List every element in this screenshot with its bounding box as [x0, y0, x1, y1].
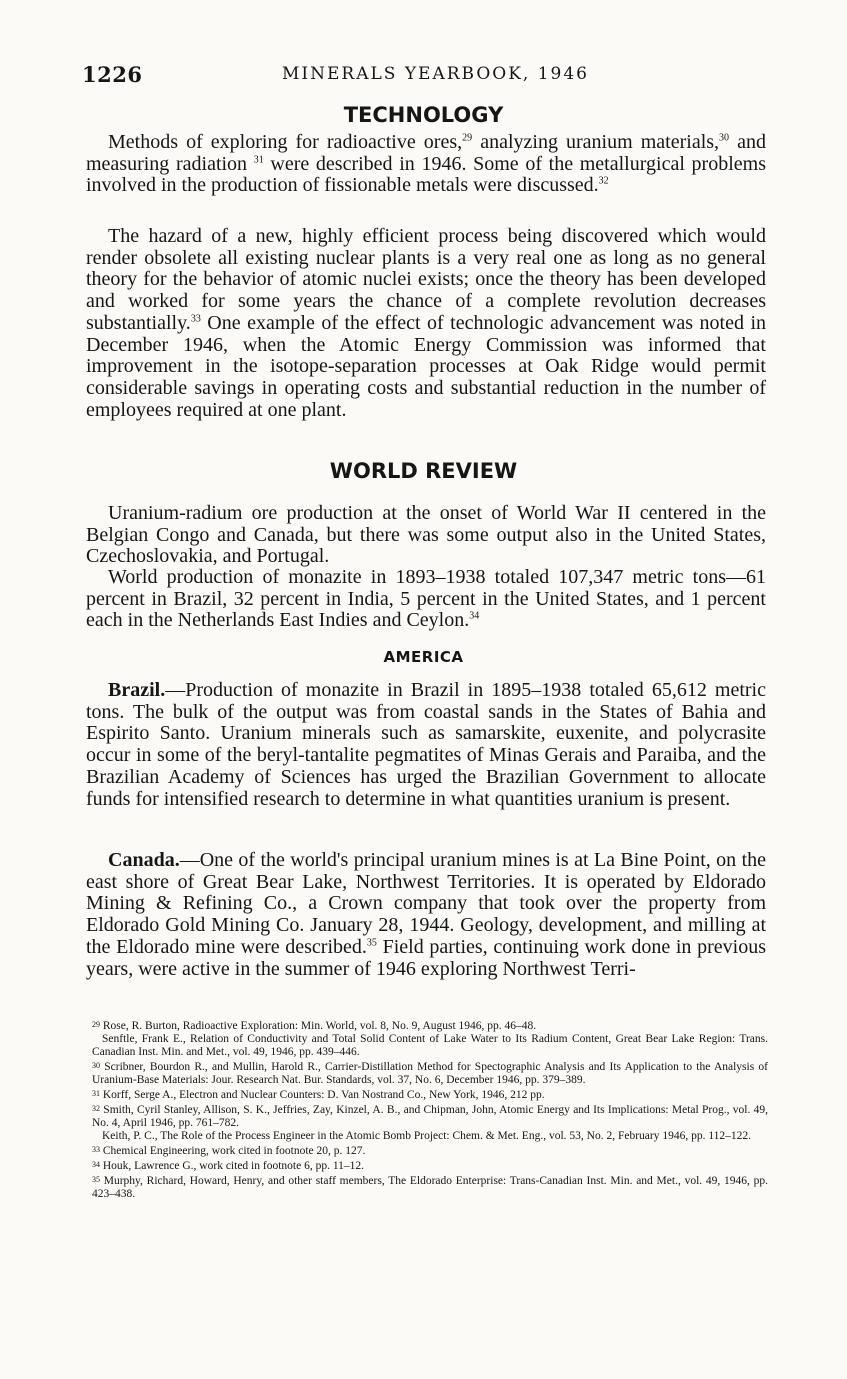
- footnote-ref: 31: [253, 154, 264, 166]
- footnote: Senftle, Frank E., Relation of Conductivity and Total Solid Content of Lake Water to Its Radium Content, Great Bear Lake Region: Trans. Canadian Inst. Min. and Met., vol. 49, 1946, pp. 439–446.: [92, 1033, 768, 1058]
- page-number: 1226: [82, 62, 143, 87]
- footnote-ref: 35: [366, 937, 377, 949]
- footnote: 33 Chemical Engineering, work cited in footnote 20, p. 127.: [92, 1145, 366, 1157]
- footnote: 29 Rose, R. Burton, Radioactive Exploration: Min. World, vol. 8, No. 9, August 1946, pp. 46–48.: [92, 1020, 537, 1032]
- paragraph-brazil: Brazil.—Production of monazite in Brazil in 1895–1938 totaled 65,612 metric tons. The bulk of the output was from coastal sands in the States of Bahia and Espirito Santo. Uranium minerals such as samarskite, euxenite, and polycrasite occur in some of the beryl-tantalite pegmatites of Minas Gerais and Paraiba, and the Brazilian Academy of Sciences has urged the Brazilian Government to allocate funds for intensified research to determine in what quantities uranium is present.: [86, 679, 766, 810]
- footnote-ref: 34: [469, 610, 480, 622]
- footnote-ref: 29: [462, 132, 473, 144]
- footnote: 31 Korff, Serge A., Electron and Nuclear Counters: D. Van Nostrand Co., New York, 1946, 212 pp.: [92, 1089, 545, 1101]
- section-heading-technology: TECHNOLOGY: [343, 103, 504, 127]
- running-head-title: MINERALS YEARBOOK, 1946: [282, 64, 589, 84]
- subsection-heading-america: AMERICA: [383, 648, 464, 666]
- footnote: 34 Houk, Lawrence G., work cited in footnote 6, pp. 11–12.: [92, 1160, 365, 1172]
- run-in-heading-canada: Canada.: [108, 849, 180, 871]
- paragraph-technology-2: The hazard of a new, highly efficient process being discovered which would render obsolete all existing nuclear plants is a very real one as long as no general theory for the behavior of atomic nuclei exists; once the theory has been developed and worked for some years the chance of a complete revolution decreases substantially.$^{33}$ One example of the effect of technologic advancement was noted in December 1946, when the Atomic Energy Commission was informed that improvement in the isotope-separation processes at Oak Ridge would permit considerable savings in operating costs and substantial reduction in the number of employees required at one plant.: [86, 225, 766, 421]
- footnote: Keith, P. C., The Role of the Process Engineer in the Atomic Bomb Project: Chem. & Met. Eng., vol. 53, No. 2, February 1946, pp. 112–122.: [102, 1130, 752, 1142]
- paragraph-world-review-1: Uranium-radium ore production at the onset of World War II centered in the Belgian Congo and Canada, but there was some output also in the United States, Czechoslovakia, and Portugal.: [86, 502, 766, 568]
- footnote-ref: 33: [190, 313, 201, 325]
- footnote: 30 Scribner, Bourdon R., and Mullin, Harold R., Carrier-Distillation Method for Spectographic Analysis and Its Application to the Analysis of Uranium-Base Materials: Jour. Research Nat. Bur. Standards, vol. 37, No. 6, December 1946, pp. 379–389.: [92, 1061, 768, 1086]
- paragraph-canada: Canada.—One of the world's principal uranium mines is at La Bine Point, on the east shore of Great Bear Lake, Northwest Territories. It is operated by Eldorado Mining & Refining Co., a Crown company that took over the property from Eldorado Gold Mining Co. January 28, 1944. Geology, development, and milling at the Eldorado mine were described.$^{35}$ Field parties, continuing work done in previous years, were active in the summer of 1946 exploring Northwest Terri-: [86, 849, 766, 980]
- paragraph-technology-1: Methods of exploring for radioactive ores,$^{29}$ analyzing uranium materials,$^{30}$ and measuring radiation $^{31}$ were described in 1946. Some of the metallurgical problems involved in the production of fissionable metals were discussed.$^{32}$: [86, 131, 766, 197]
- footnotes: [92, 1018, 768, 1201]
- run-in-heading-brazil: Brazil.: [108, 679, 166, 701]
- footnote-ref: 30: [719, 132, 730, 144]
- footnote: 35 Murphy, Richard, Howard, Henry, and other staff members, The Eldorado Enterprise: Trans-Canadian Inst. Min. and Met., vol. 49, 1946, pp. 423–438.: [92, 1175, 768, 1200]
- section-heading-world-review: WORLD REVIEW: [329, 459, 518, 483]
- footnote-ref: 32: [598, 175, 609, 187]
- footnote: 32 Smith, Cyril Stanley, Allison, S. K., Jeffries, Zay, Kinzel, A. B., and Chipman, John, Atomic Energy and Its Implications: Metal Prog., vol. 49, No. 4, April 1946, pp. 761–782.: [92, 1104, 768, 1129]
- paragraph-world-review-2: World production of monazite in 1893–1938 totaled 107,347 metric tons—61 percent in Brazil, 32 percent in India, 5 percent in the United States, and 1 percent each in the Netherlands East Indies and Ceylon.$^{34}$: [86, 566, 766, 632]
